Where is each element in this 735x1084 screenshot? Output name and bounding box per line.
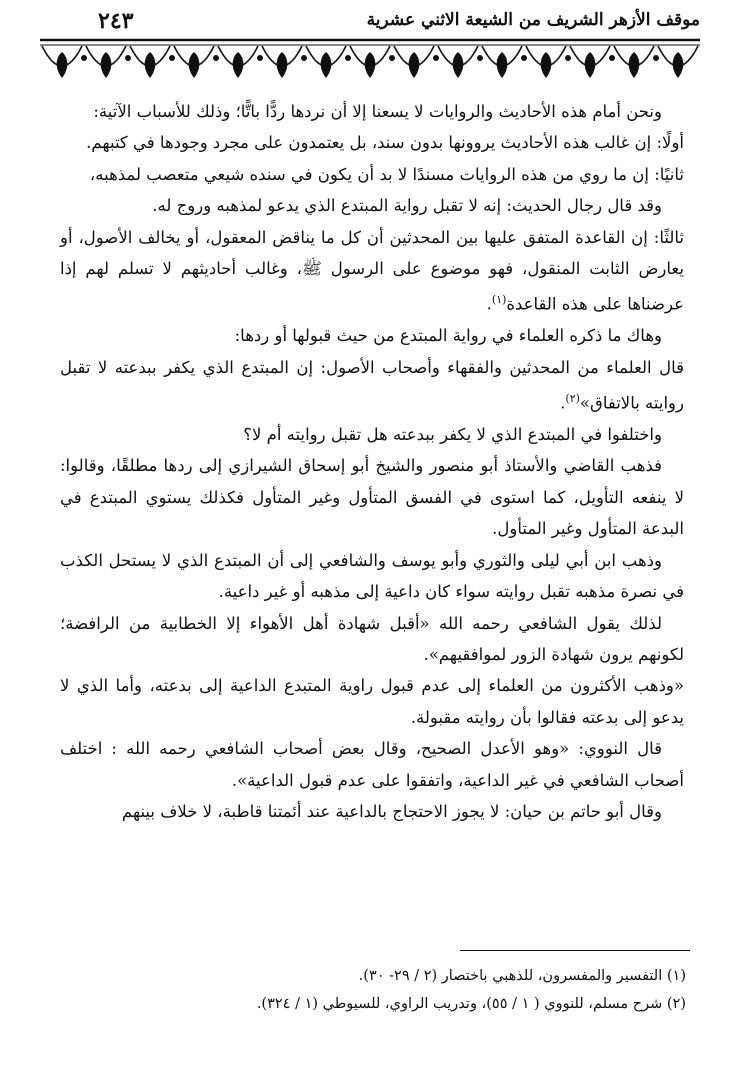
ornament-dot xyxy=(125,55,131,61)
paragraph-majority: «وذهب الأكثرون من العلماء إلى عدم قبول راوية المتبدع الداعية إلى بدعته، وأما الذي لا يدعو إلى بدعته فقالوا بأن روايته مقبولة. xyxy=(60,676,684,727)
paragraph-second-reason: ثانيًا: إن ما روي من هذه الروايات مسندًا لا بد أن يكون في سنده شيعي متعصب لمذهبه، xyxy=(89,164,684,184)
paragraph-first-reason: أولًا: إن غالب هذه الأحاديث يروونها بدون سند، بل يعتمدون على مجرد وجودها في كتبهم. xyxy=(86,133,684,153)
ornament-dot xyxy=(521,55,527,61)
ornament-dot xyxy=(477,55,483,61)
ornament-dot xyxy=(609,55,615,61)
ornament-leaf xyxy=(453,52,464,78)
footnote-divider xyxy=(460,950,690,951)
paragraph-disagreement: واختلفوا في المبتدع الذي لا يكفر ببدعته هل تقبل روايته أم لا؟ xyxy=(243,425,662,445)
ornament-dot xyxy=(345,55,351,61)
ornament-leaf xyxy=(497,52,508,78)
ornament-leaf xyxy=(145,52,156,78)
ornament-leaf xyxy=(321,52,332,78)
ornament-dot xyxy=(169,55,175,61)
ornament-leaf xyxy=(585,52,596,78)
decorative-border xyxy=(40,38,700,90)
page-number: ٢٤٣ xyxy=(98,8,134,34)
ornament-leaf xyxy=(277,52,288,78)
ornament-leaf xyxy=(101,52,112,78)
ornament-dot xyxy=(257,55,263,61)
footnote-2: (٢) شرح مسلم، للنووي ( ١ / ٥٥)، وتدريب الراوي، للسيوطي (١ / ٣٢٤). xyxy=(256,996,686,1012)
ornament-leaf xyxy=(365,52,376,78)
ornament-leaf xyxy=(57,52,68,78)
ornament-dot xyxy=(565,55,571,61)
page-header xyxy=(40,6,700,36)
footnote-1: (١) التفسير والمفسرون، للذهبي باختصار (٢ / ٢٩- ٣٠). xyxy=(358,968,686,984)
paragraph-abu-hatim: وقال أبو حاتم بن حيان: لا يجوز الاحتجاج بالداعية عند أئمتنا قاطبة، لا خلاف بينهم xyxy=(121,801,662,821)
ulama-quote-text: قال العلماء من المحدثين والفقهاء وأصحاب الأصول: إن المبتدع الذي يكفر ببدعته لا تقبل روايته بالاتفاق» xyxy=(60,357,684,413)
footnote-ref-1: (١) xyxy=(491,293,507,307)
paragraph-third-reason: ثالثًا: إن القاعدة المتفق عليها بين المحدثين أن كل ما يناقض المعقول، أو يخالف الأصول، أو يعارض الثابت المنقول، فهو موضوع على الرسول ﷺ، وغالب أحاديثهم لا تسلم لهم إذا عرضناها على هذه القاعدة$^{(١)}$. xyxy=(60,227,684,314)
paragraph-qadi: فذهب القاضي والأستاذ أبو منصور والشيخ أبو إسحاق الشيرازي إلى ردها مطلقًا، وقالوا: لا ينفعه التأويل، كما استوى في الفسق المتأول وغير المتأول فكذلك يستوي المبتدع في البدعة المتأول وغير المتأول. xyxy=(60,456,684,539)
ornament-dot xyxy=(389,55,395,61)
ornament-leaf xyxy=(541,52,552,78)
ornament-leaf xyxy=(233,52,244,78)
ornament-leaf xyxy=(409,52,420,78)
paragraph-ibn-abi-layla: وذهب ابن أبي ليلى والثوري وأبو يوسف والشافعي إلى أن المبتدع الذي لا يستحل الكذب في نصرة مذهبه تقبل روايته سواء كان داعية إلى مذهبه أو غير داعية. xyxy=(60,550,684,602)
paragraph-nawawi: قال النووي: «وهو الأعدل الصحيح، وقال بعض أصحاب الشافعي رحمه الله : اختلف أصحاب الشافعي في غير الداعية، واتفقوا على عدم قبول الداعية». xyxy=(60,739,684,790)
ornament-leaf xyxy=(673,52,684,78)
paragraph-ulama-intro: وهاك ما ذكره العلماء في رواية المبتدع من حيث قبولها أو ردها: xyxy=(234,326,662,346)
third-reason-text: ثالثًا: إن القاعدة المتفق عليها بين المحدثين أن كل ما يناقض المعقول، أو يخالف الأصول، أو يعارض الثابت المنقول، فهو موضوع على الرسول ﷺ، وغالب أحاديثهم لا تسلم لهم إذا عرضناها على هذه القاعدة xyxy=(60,227,684,314)
main-text xyxy=(60,96,684,827)
paragraph-ulama-quote: قال العلماء من المحدثين والفقهاء وأصحاب الأصول: إن المبتدع الذي يكفر ببدعته لا تقبل روايته بالاتفاق»$^{(٢)}$. xyxy=(60,357,684,413)
ornament-dot xyxy=(213,55,219,61)
ornament-dot xyxy=(81,55,87,61)
paragraph-second-reason-cont: وقد قال رجال الحديث: إنه لا تقبل رواية المبتدع الذي يدعو لمذهبه وروج له. xyxy=(152,196,662,216)
ornament-dot xyxy=(433,55,439,61)
ornament-leaf xyxy=(629,52,640,78)
footnote-ref-2: (٢) xyxy=(565,392,580,406)
running-title: موقف الأزهر الشريف من الشيعة الاثني عشرية xyxy=(366,10,700,30)
ornament-leaf xyxy=(189,52,200,78)
paragraph-shafii: لذلك يقول الشافعي رحمه الله «أقبل شهادة أهل الأهواء إلا الخطابية من الرافضة؛ لكونهم يرون شهادة الزور لموافقيهم». xyxy=(60,613,684,664)
ornament-dot xyxy=(301,55,307,61)
ornament-dot xyxy=(653,55,659,61)
footnotes xyxy=(60,962,686,1018)
paragraph-intro: ونحن أمام هذه الأحاديث والروايات لا يسعنا إلا أن نردها ردًّا باتًّا؛ وذلك للأسباب الآتية: xyxy=(93,102,662,121)
